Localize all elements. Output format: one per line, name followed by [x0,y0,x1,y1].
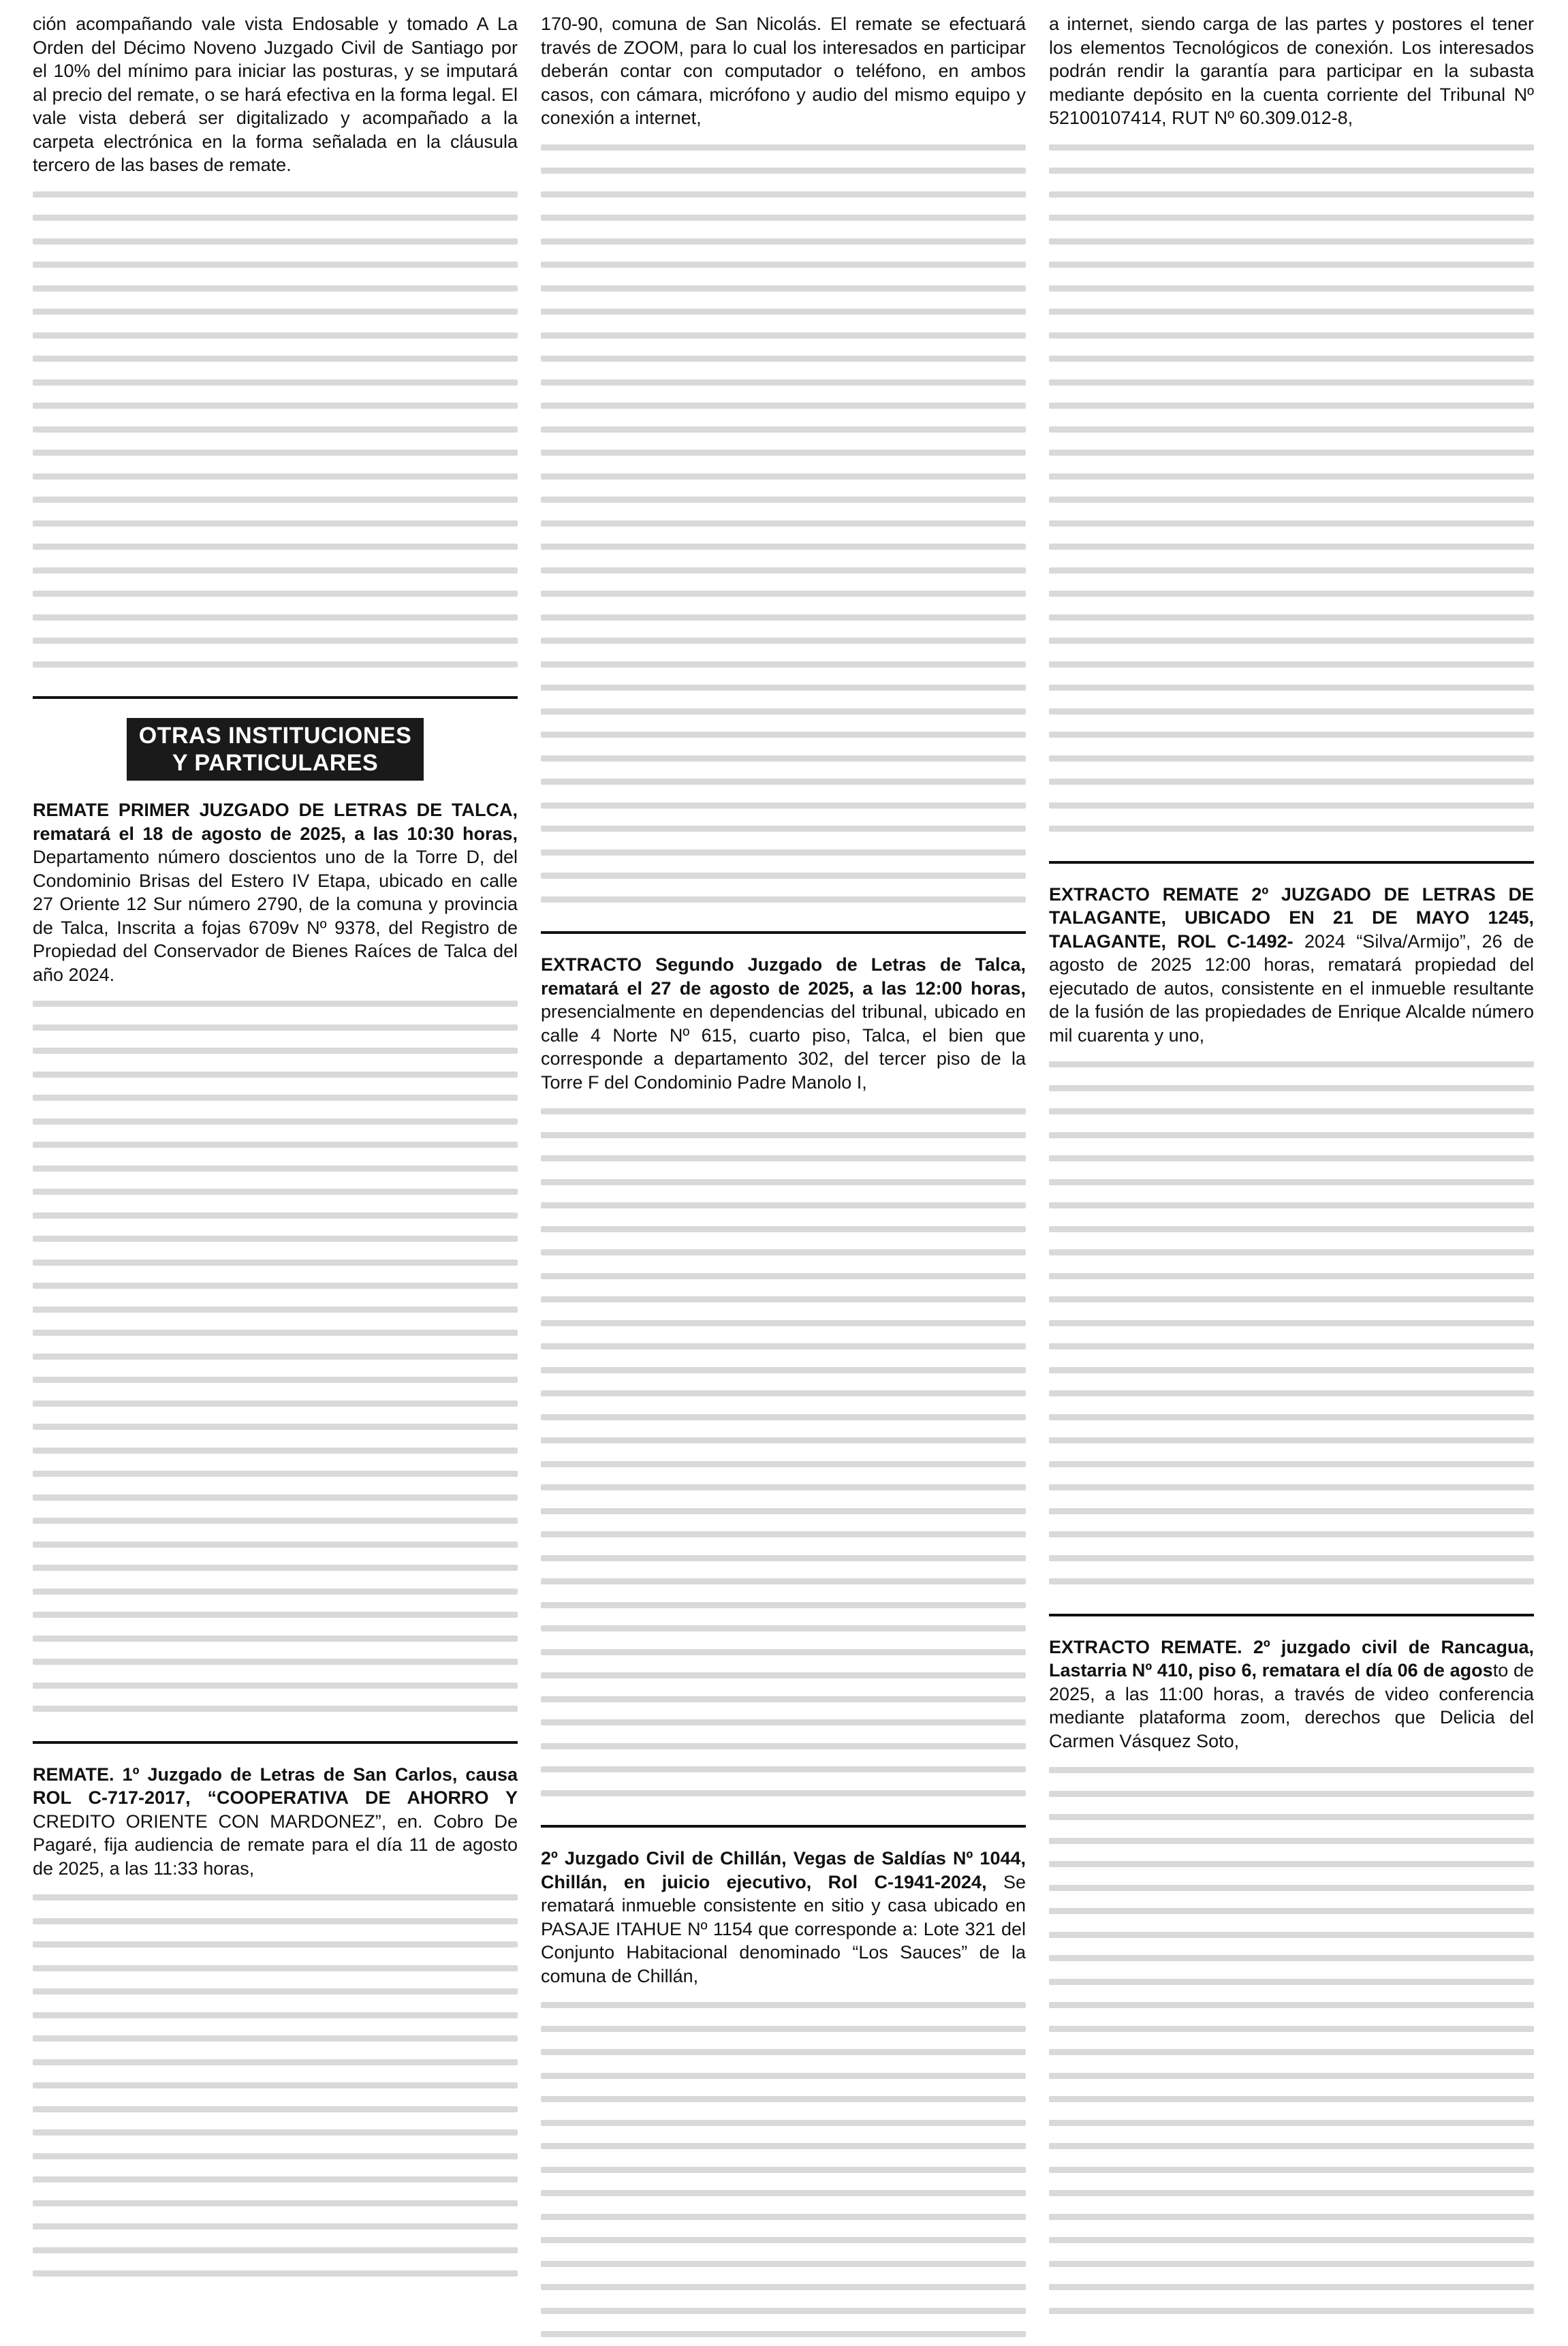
column-1 [33,12,518,2285]
divider [33,696,518,699]
notice-body: CREDITO ORIENTE CON MARDONEZ”, en. Cobro De Pagaré, fija audiencia de remate para el día 11 de agosto de 2025, a las 11:33 horas, [33,1811,518,1879]
col2-intro-continued [541,136,1026,911]
notice-heading: 2º Juzgado Civil de Chillán, Vegas de Saldías Nº 1044, Chillán, en juicio ejecutivo, Rol C-1941-2024, [541,1848,1026,1892]
notice-rancagua [1049,1636,1534,2323]
notice-body-continued [1049,1758,1534,2322]
notice-body-continued [1049,1052,1534,1593]
divider [1049,1614,1534,1616]
column-3 [1049,12,1534,2322]
notice-heading: REMATE. 1º Juzgado de Letras de San Carlos, causa ROL C-717-2017, “COOPERATIVA DE AHORRO Y [33,1764,518,1808]
column-2 [541,12,1026,2346]
divider [1049,861,1534,864]
notice-talca-1 [33,798,518,1721]
col2-intro-text: 170-90, comuna de San Nicolás. El remate se efectuará través de ZOOM, para lo cual los interesados en participar deberán contar con computador o teléfono, en ambos casos, con cámara, micrófono y audio del mismo equipo y conexión a internet, [541,14,1026,128]
section-header-line1: OTRAS INSTITUCIONES [138,723,412,749]
notice-talagante [1049,883,1534,1593]
notice-body: presencialmente en dependencias del tribunal, ubicado en calle 4 Norte Nº 615, cuarto piso, Talca, el bien que corresponde a departamento 302, del tercer piso de la Torre F del Condominio Padre Manolo I, [541,1001,1026,1093]
notice-heading: REMATE PRIMER JUZGADO DE LETRAS DE TALCA, rematará el 18 de agosto de 2025, a las 10:30 horas, [33,800,518,844]
notice-heading: EXTRACTO REMATE. 2º juzgado civil de Rancagua, Lastarria Nº 410, piso 6, rematara el día 06 de agos [1049,1636,1534,1680]
notice-heading: EXTRACTO REMATE 2º JUZGADO DE LETRAS DE TALAGANTE, UBICADO EN 21 DE MAYO 1245, TALAGANTE, ROL C-1492- [1049,883,1534,952]
section-header-line2: Y PARTICULARES [172,750,379,776]
col1-intro-continued [33,183,518,676]
notice-body-continued [33,1886,518,2285]
notice-talca-2 [541,953,1026,1804]
col3-intro-continued [1049,136,1534,841]
divider [541,931,1026,934]
notice-heading: EXTRACTO Segundo Juzgado de Letras de Talca, rematará el 27 de agosto de 2025, a las 12:00 horas, [541,954,1026,999]
notice-body-continued [541,1993,1026,2346]
notice-san-carlos [33,1763,518,2285]
notice-body-continued [33,992,518,1721]
notice-body: Departamento número doscientos uno de la Torre D, del Condominio Brisas del Estero IV Etapa, ubicado en calle 27 Oriente 12 Sur número 2790, de la comuna y provincia de Talca, Inscrita a fojas 6709v Nº 9378, del Registro de Propiedad del Conservador de Bienes Raíces de Talca del año 2024. [33,847,518,985]
notice-body: 2024 “Silva/Armijo”, 26 de agosto de 2025 12:00 horas, rematará propiedad del ejecutado de autos, consistente en el inmueble resultante de la fusión de las propiedades de Enrique Alcalde número mil cuarenta y uno, [1049,930,1534,1046]
notice-body: to de 2025, a las 11:00 horas, a través de video conferencia mediante plataforma zoom, derechos que Delicia del Carmen Vásquez Soto, [1049,1660,1534,1751]
notice-body: Se rematará inmueble consistente en sitio y casa ubicado en PASAJE ITAHUE Nº 1154 que corresponde a: Lote 321 del Conjunto Habitacional denominado “Los Sauces” de la comuna de Chillán, [541,1871,1026,1986]
section-header-badge [127,718,424,781]
notice-chillan [541,1847,1026,2346]
notice-body-continued [541,1099,1026,1804]
col1-intro-text: ción acompañando vale vista Endosable y tomado A La Orden del Décimo Noveno Juzgado Civil de Santiago por el 10% del mínimo para iniciar las posturas, y se imputará al precio del remate, o se hará efectiva en la forma legal. El vale vista deberá ser digitalizado y acompañado a la carpeta electrónica en la forma señalada en la cláusula tercero de las bases de remate. [33,14,518,175]
divider [541,1825,1026,1828]
col3-intro-text: a internet, siendo carga de las partes y postores el tener los elementos Tecnológicos de conexión. Los interesados podrán rendir la garantía para participar en la subasta mediante depósito en la cuenta corriente del Tribunal Nº 52100107414, RUT Nº 60.309.012-8, [1049,14,1534,128]
divider [33,1741,518,1744]
